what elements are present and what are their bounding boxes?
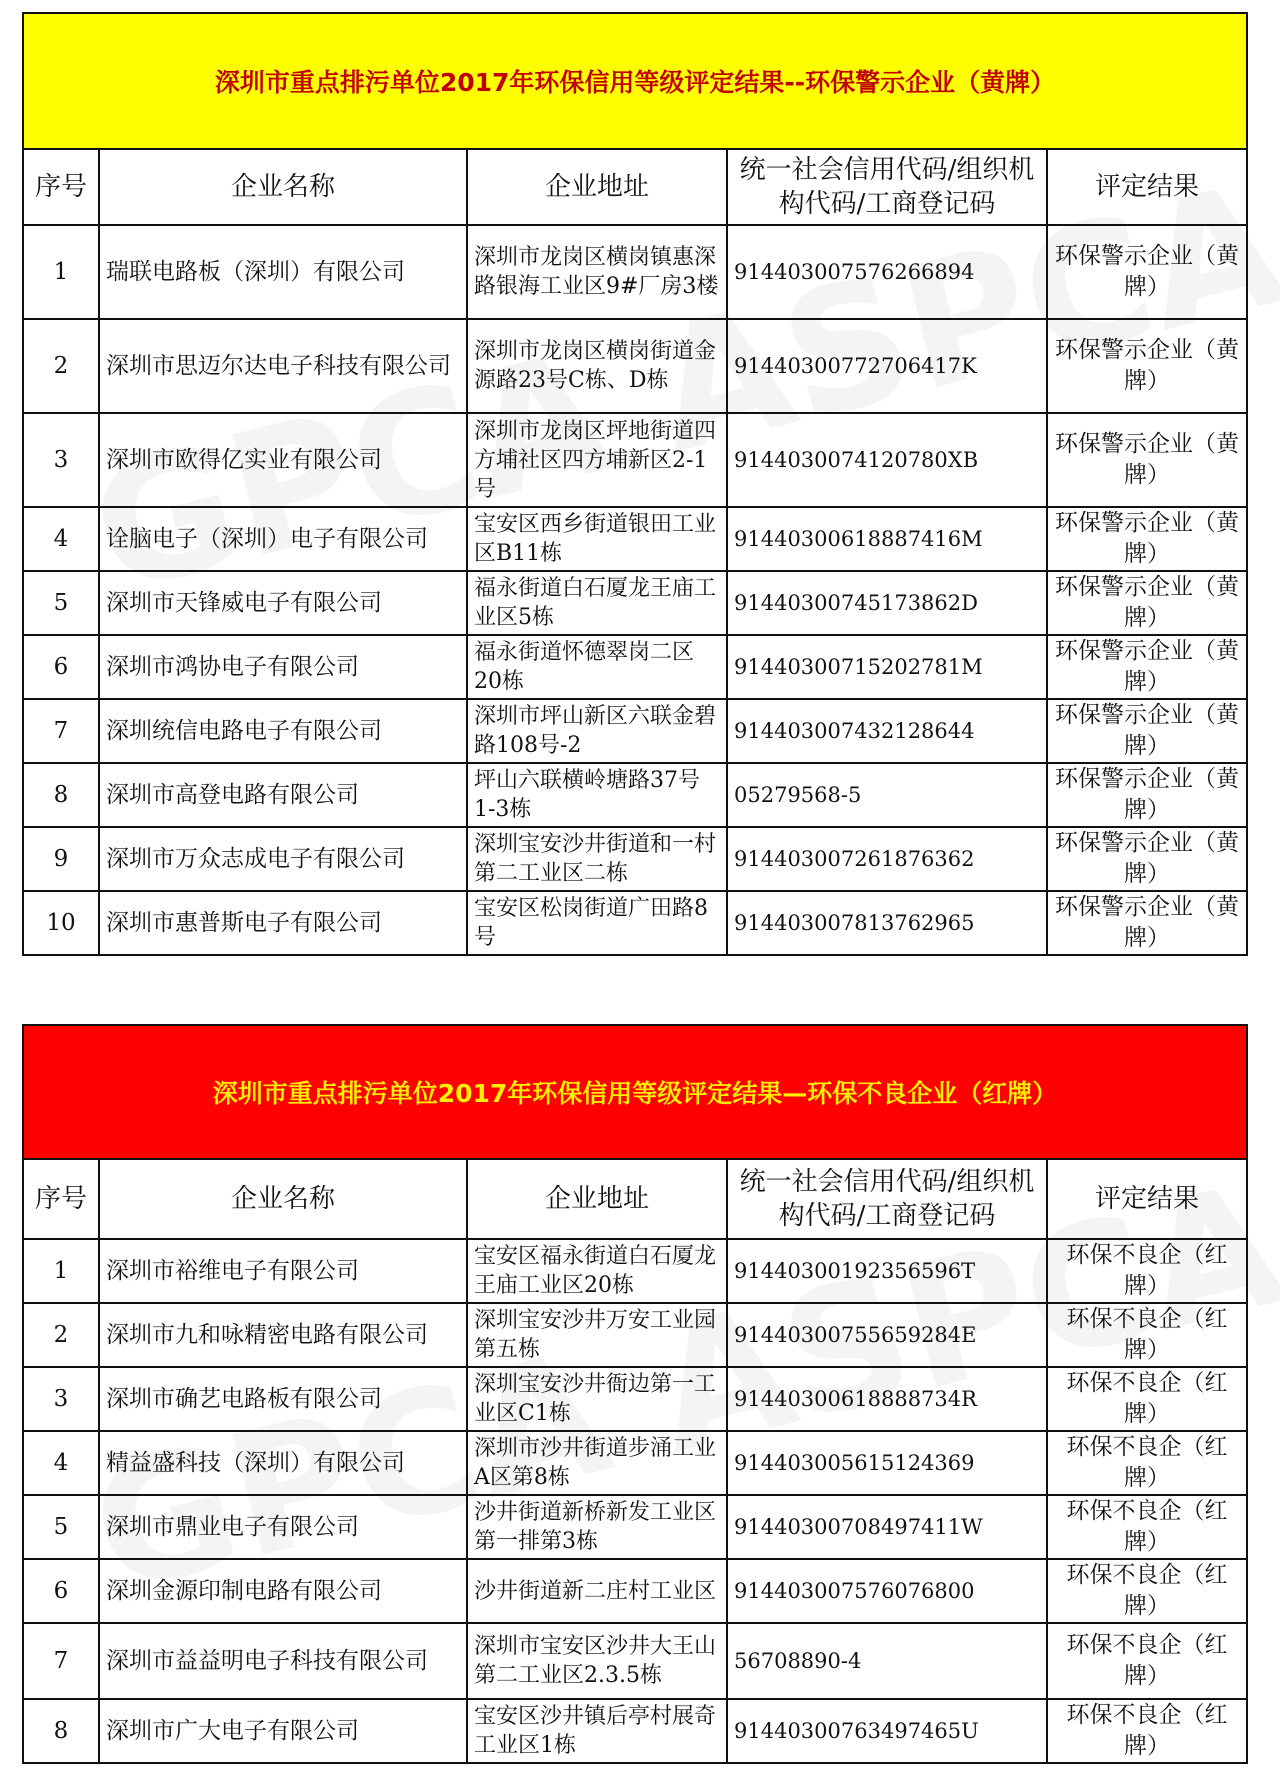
company-name: 深圳市裕维电子有限公司 xyxy=(99,1239,467,1303)
rating-result: 环保警示企业（黄牌） xyxy=(1047,891,1247,955)
section-title: 深圳市重点排污单位2017年环保信用等级评定结果--环保警示企业（黄牌） xyxy=(214,68,1056,97)
yellow-card-section xyxy=(22,12,1248,956)
rating-result: 环保不良企（红牌） xyxy=(1047,1431,1247,1495)
table-row xyxy=(23,507,1247,571)
company-address: 宝安区沙井镇后亭村展奇工业区1栋 xyxy=(467,1699,727,1763)
rating-result: 环保警示企业（黄牌） xyxy=(1047,225,1247,319)
table-row xyxy=(23,571,1247,635)
table-row xyxy=(23,225,1247,319)
company-address: 深圳市宝安区沙井大王山第二工业区2.3.5栋 xyxy=(467,1623,727,1699)
rating-result: 环保不良企（红牌） xyxy=(1047,1239,1247,1303)
company-name: 深圳市鸿协电子有限公司 xyxy=(99,635,467,699)
row-index: 4 xyxy=(23,507,99,571)
row-index: 4 xyxy=(23,1431,99,1495)
credit-code: 914403007261876362 xyxy=(727,827,1047,891)
table-row xyxy=(23,1239,1247,1303)
credit-code: 91440300618888734R xyxy=(727,1367,1047,1431)
company-address: 沙井街道新二庄村工业区 xyxy=(467,1559,727,1623)
header-company-name: 企业名称 xyxy=(99,1159,467,1239)
row-index: 7 xyxy=(23,699,99,763)
credit-code: 56708890-4 xyxy=(727,1623,1047,1699)
table-row xyxy=(23,891,1247,955)
company-name: 深圳市确艺电路板有限公司 xyxy=(99,1367,467,1431)
credit-code: 91440300708497411W xyxy=(727,1495,1047,1559)
company-address: 宝安区福永街道白石厦龙王庙工业区20栋 xyxy=(467,1239,727,1303)
header-result: 评定结果 xyxy=(1047,149,1247,225)
company-address: 宝安区松岗街道广田路8号 xyxy=(467,891,727,955)
company-name: 深圳市广大电子有限公司 xyxy=(99,1699,467,1763)
table-row xyxy=(23,1623,1247,1699)
row-index: 5 xyxy=(23,571,99,635)
row-index: 3 xyxy=(23,413,99,507)
company-name: 深圳市九和咏精密电路有限公司 xyxy=(99,1303,467,1367)
header-address: 企业地址 xyxy=(467,149,727,225)
section-title-banner xyxy=(22,1024,1248,1158)
credit-code: 914403007813762965 xyxy=(727,891,1047,955)
rating-result: 环保警示企业（黄牌） xyxy=(1047,827,1247,891)
row-index: 6 xyxy=(23,635,99,699)
table-row xyxy=(23,635,1247,699)
rating-result: 环保不良企（红牌） xyxy=(1047,1495,1247,1559)
credit-code: 914403007432128644 xyxy=(727,699,1047,763)
row-index: 2 xyxy=(23,319,99,413)
company-name: 精益盛科技（深圳）有限公司 xyxy=(99,1431,467,1495)
credit-code: 05279568-5 xyxy=(727,763,1047,827)
company-address: 福永街道白石厦龙王庙工业区5栋 xyxy=(467,571,727,635)
credit-code: 91440300192356596T xyxy=(727,1239,1047,1303)
company-name: 诠脑电子（深圳）电子有限公司 xyxy=(99,507,467,571)
row-index: 6 xyxy=(23,1559,99,1623)
header-company-name: 企业名称 xyxy=(99,149,467,225)
company-address: 深圳市坪山新区六联金碧路108号-2 xyxy=(467,699,727,763)
rating-result: 环保警示企业（黄牌） xyxy=(1047,763,1247,827)
header-credit-code: 统一社会信用代码/组织机构代码/工商登记码 xyxy=(727,1159,1047,1239)
company-address: 深圳宝安沙井街道和一村第二工业区二栋 xyxy=(467,827,727,891)
header-index: 序号 xyxy=(23,149,99,225)
row-index: 3 xyxy=(23,1367,99,1431)
row-index: 2 xyxy=(23,1303,99,1367)
row-index: 8 xyxy=(23,763,99,827)
table-row xyxy=(23,413,1247,507)
company-address: 宝安区西乡街道银田工业区B11栋 xyxy=(467,507,727,571)
company-name: 深圳市思迈尔达电子科技有限公司 xyxy=(99,319,467,413)
credit-code: 91440300755659284E xyxy=(727,1303,1047,1367)
rating-result: 环保警示企业（黄牌） xyxy=(1047,571,1247,635)
rating-result: 环保不良企（红牌） xyxy=(1047,1367,1247,1431)
table-row xyxy=(23,1699,1247,1763)
table-header-row xyxy=(23,1159,1247,1239)
table-row xyxy=(23,699,1247,763)
table-row xyxy=(23,763,1247,827)
credit-code: 914403005615124369 xyxy=(727,1431,1047,1495)
company-address: 深圳宝安沙井万安工业园第五栋 xyxy=(467,1303,727,1367)
company-address: 深圳市沙井街道步涌工业A区第8栋 xyxy=(467,1431,727,1495)
company-name: 深圳市欧得亿实业有限公司 xyxy=(99,413,467,507)
rating-result: 环保不良企（红牌） xyxy=(1047,1699,1247,1763)
header-credit-code: 统一社会信用代码/组织机构代码/工商登记码 xyxy=(727,149,1047,225)
company-name: 深圳统信电路电子有限公司 xyxy=(99,699,467,763)
company-address: 福永街道怀德翠岗二区20栋 xyxy=(467,635,727,699)
company-name: 深圳市益益明电子科技有限公司 xyxy=(99,1623,467,1699)
table-row xyxy=(23,1303,1247,1367)
rating-result: 环保不良企（红牌） xyxy=(1047,1303,1247,1367)
rating-result: 环保警示企业（黄牌） xyxy=(1047,413,1247,507)
company-name: 深圳市万众志成电子有限公司 xyxy=(99,827,467,891)
row-index: 1 xyxy=(23,225,99,319)
company-address: 沙井街道新桥新发工业区第一排第3栋 xyxy=(467,1495,727,1559)
company-name: 瑞联电路板（深圳）有限公司 xyxy=(99,225,467,319)
row-index: 7 xyxy=(23,1623,99,1699)
company-address: 坪山六联横岭塘路37号1-3栋 xyxy=(467,763,727,827)
table-row xyxy=(23,827,1247,891)
table-row xyxy=(23,319,1247,413)
credit-code: 91440300772706417K xyxy=(727,319,1047,413)
rating-result: 环保警示企业（黄牌） xyxy=(1047,319,1247,413)
yellow-card-table xyxy=(22,148,1248,956)
credit-code: 91440300715202781M xyxy=(727,635,1047,699)
company-address: 深圳市龙岗区横岗镇惠深路银海工业区9#厂房3楼 xyxy=(467,225,727,319)
rating-result: 环保警示企业（黄牌） xyxy=(1047,699,1247,763)
company-name: 深圳市高登电路有限公司 xyxy=(99,763,467,827)
rating-result: 环保不良企（红牌） xyxy=(1047,1559,1247,1623)
table-row xyxy=(23,1559,1247,1623)
table-header-row xyxy=(23,149,1247,225)
table-row xyxy=(23,1431,1247,1495)
rating-result: 环保警示企业（黄牌） xyxy=(1047,507,1247,571)
table-row xyxy=(23,1367,1247,1431)
rating-result: 环保不良企（红牌） xyxy=(1047,1623,1247,1699)
row-index: 8 xyxy=(23,1699,99,1763)
table-row xyxy=(23,1495,1247,1559)
row-index: 10 xyxy=(23,891,99,955)
section-title-banner xyxy=(22,12,1248,148)
row-index: 9 xyxy=(23,827,99,891)
credit-code: 9144030074120780XB xyxy=(727,413,1047,507)
company-name: 深圳市惠普斯电子有限公司 xyxy=(99,891,467,955)
red-card-section xyxy=(22,1024,1248,1764)
section-title: 深圳市重点排污单位2017年环保信用等级评定结果—环保不良企业（红牌） xyxy=(212,1079,1058,1108)
row-index: 5 xyxy=(23,1495,99,1559)
credit-code: 914403007576076800 xyxy=(727,1559,1047,1623)
row-index: 1 xyxy=(23,1239,99,1303)
credit-code: 914403007576266894 xyxy=(727,225,1047,319)
rating-result: 环保警示企业（黄牌） xyxy=(1047,635,1247,699)
credit-code: 91440300763497465U xyxy=(727,1699,1047,1763)
company-name: 深圳金源印制电路有限公司 xyxy=(99,1559,467,1623)
company-name: 深圳市天锋威电子有限公司 xyxy=(99,571,467,635)
company-address: 深圳市龙岗区坪地街道四方埔社区四方埔新区2-1号 xyxy=(467,413,727,507)
credit-code: 91440300745173862D xyxy=(727,571,1047,635)
credit-code: 91440300618887416M xyxy=(727,507,1047,571)
company-address: 深圳市龙岗区横岗街道金源路23号C栋、D栋 xyxy=(467,319,727,413)
header-address: 企业地址 xyxy=(467,1159,727,1239)
header-index: 序号 xyxy=(23,1159,99,1239)
company-address: 深圳宝安沙井衙边第一工业区C1栋 xyxy=(467,1367,727,1431)
red-card-table xyxy=(22,1158,1248,1764)
header-result: 评定结果 xyxy=(1047,1159,1247,1239)
company-name: 深圳市鼎业电子有限公司 xyxy=(99,1495,467,1559)
